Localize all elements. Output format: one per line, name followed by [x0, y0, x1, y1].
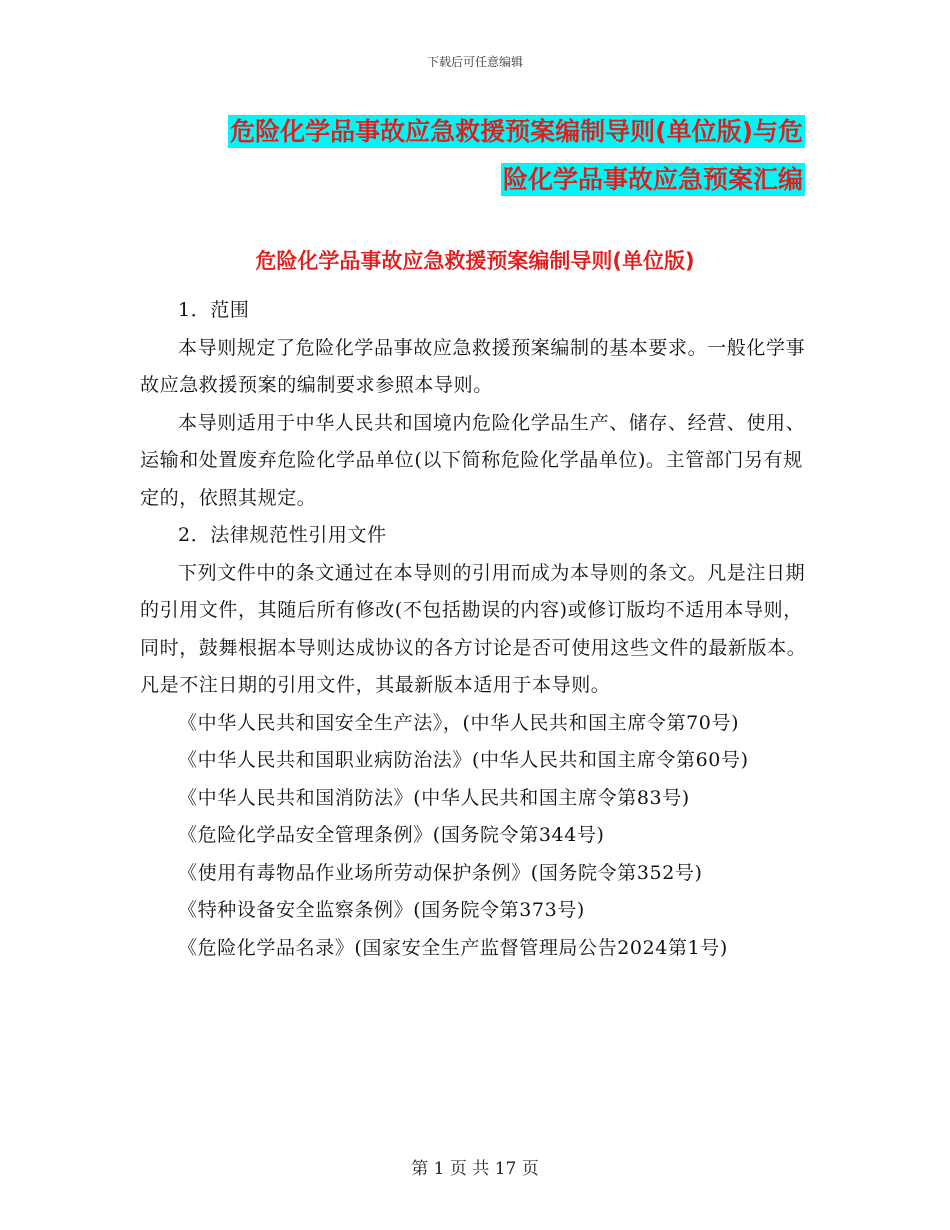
document-body: [140, 292, 820, 967]
title-line-2: 险化学品事故应急预案汇编: [502, 165, 803, 194]
title-line-1: 危险化学品事故应急救援预案编制导则(单位版)与危: [230, 117, 803, 146]
reference-item: 《特种设备安全监察条例》(国务院令第373号): [178, 899, 585, 921]
paragraph: 下列文件中的条文通过在本导则的引用而成为本导则的条文。凡是注日期的引用文件，其随后所有修改(不包括勘误的内容)或修订版均不适用本导则，同时，鼓舞根据本导则达成协议的各方讨论是否可使用这些文件的最新版本。凡是不注日期的引用文件，其最新版本适用于本导则。: [140, 561, 807, 696]
section-subtitle: 危险化学品事故应急救援预案编制导则(单位版): [255, 249, 695, 273]
reference-item: 《中华人民共和国消防法》(中华人民共和国主席令第83号): [178, 786, 690, 809]
reference-item: 《危险化学品安全管理条例》(国务院令第344号): [178, 824, 605, 846]
reference-item: 《中华人民共和国职业病防治法》(中华人民共和国主席令第60号): [178, 749, 749, 771]
page-header-note: 下载后可任意编辑: [426, 55, 523, 69]
paragraph: 本导则规定了危险化学品事故应急救援预案编制的基本要求。一般化学事故应急救援预案的编制要求参照本导则。: [140, 336, 806, 396]
document-main-title: [190, 108, 805, 204]
paragraph: 本导则适用于中华人民共和国境内危险化学品生产、储存、经营、使用、运输和处置废弃危险化学品单位(以下简称危险化学晶单位)。主管部门另有规定的，依照其规定。: [140, 411, 806, 509]
reference-item: 《使用有毒物品作业场所劳动保护条例》(国务院令第352号): [178, 861, 703, 884]
page-number-footer: 第 1 页 共 17 页: [411, 1159, 539, 1179]
section-heading-scope: 1．范围: [178, 299, 250, 321]
reference-item: 《危险化学品名录》(国家安全生产监督管理局公告2024第1号): [178, 936, 728, 959]
reference-item: 《中华人民共和国安全生产法》，(中华人民共和国主席令第70号): [178, 711, 740, 734]
section-heading-references: 2．法律规范性引用文件: [178, 524, 387, 546]
